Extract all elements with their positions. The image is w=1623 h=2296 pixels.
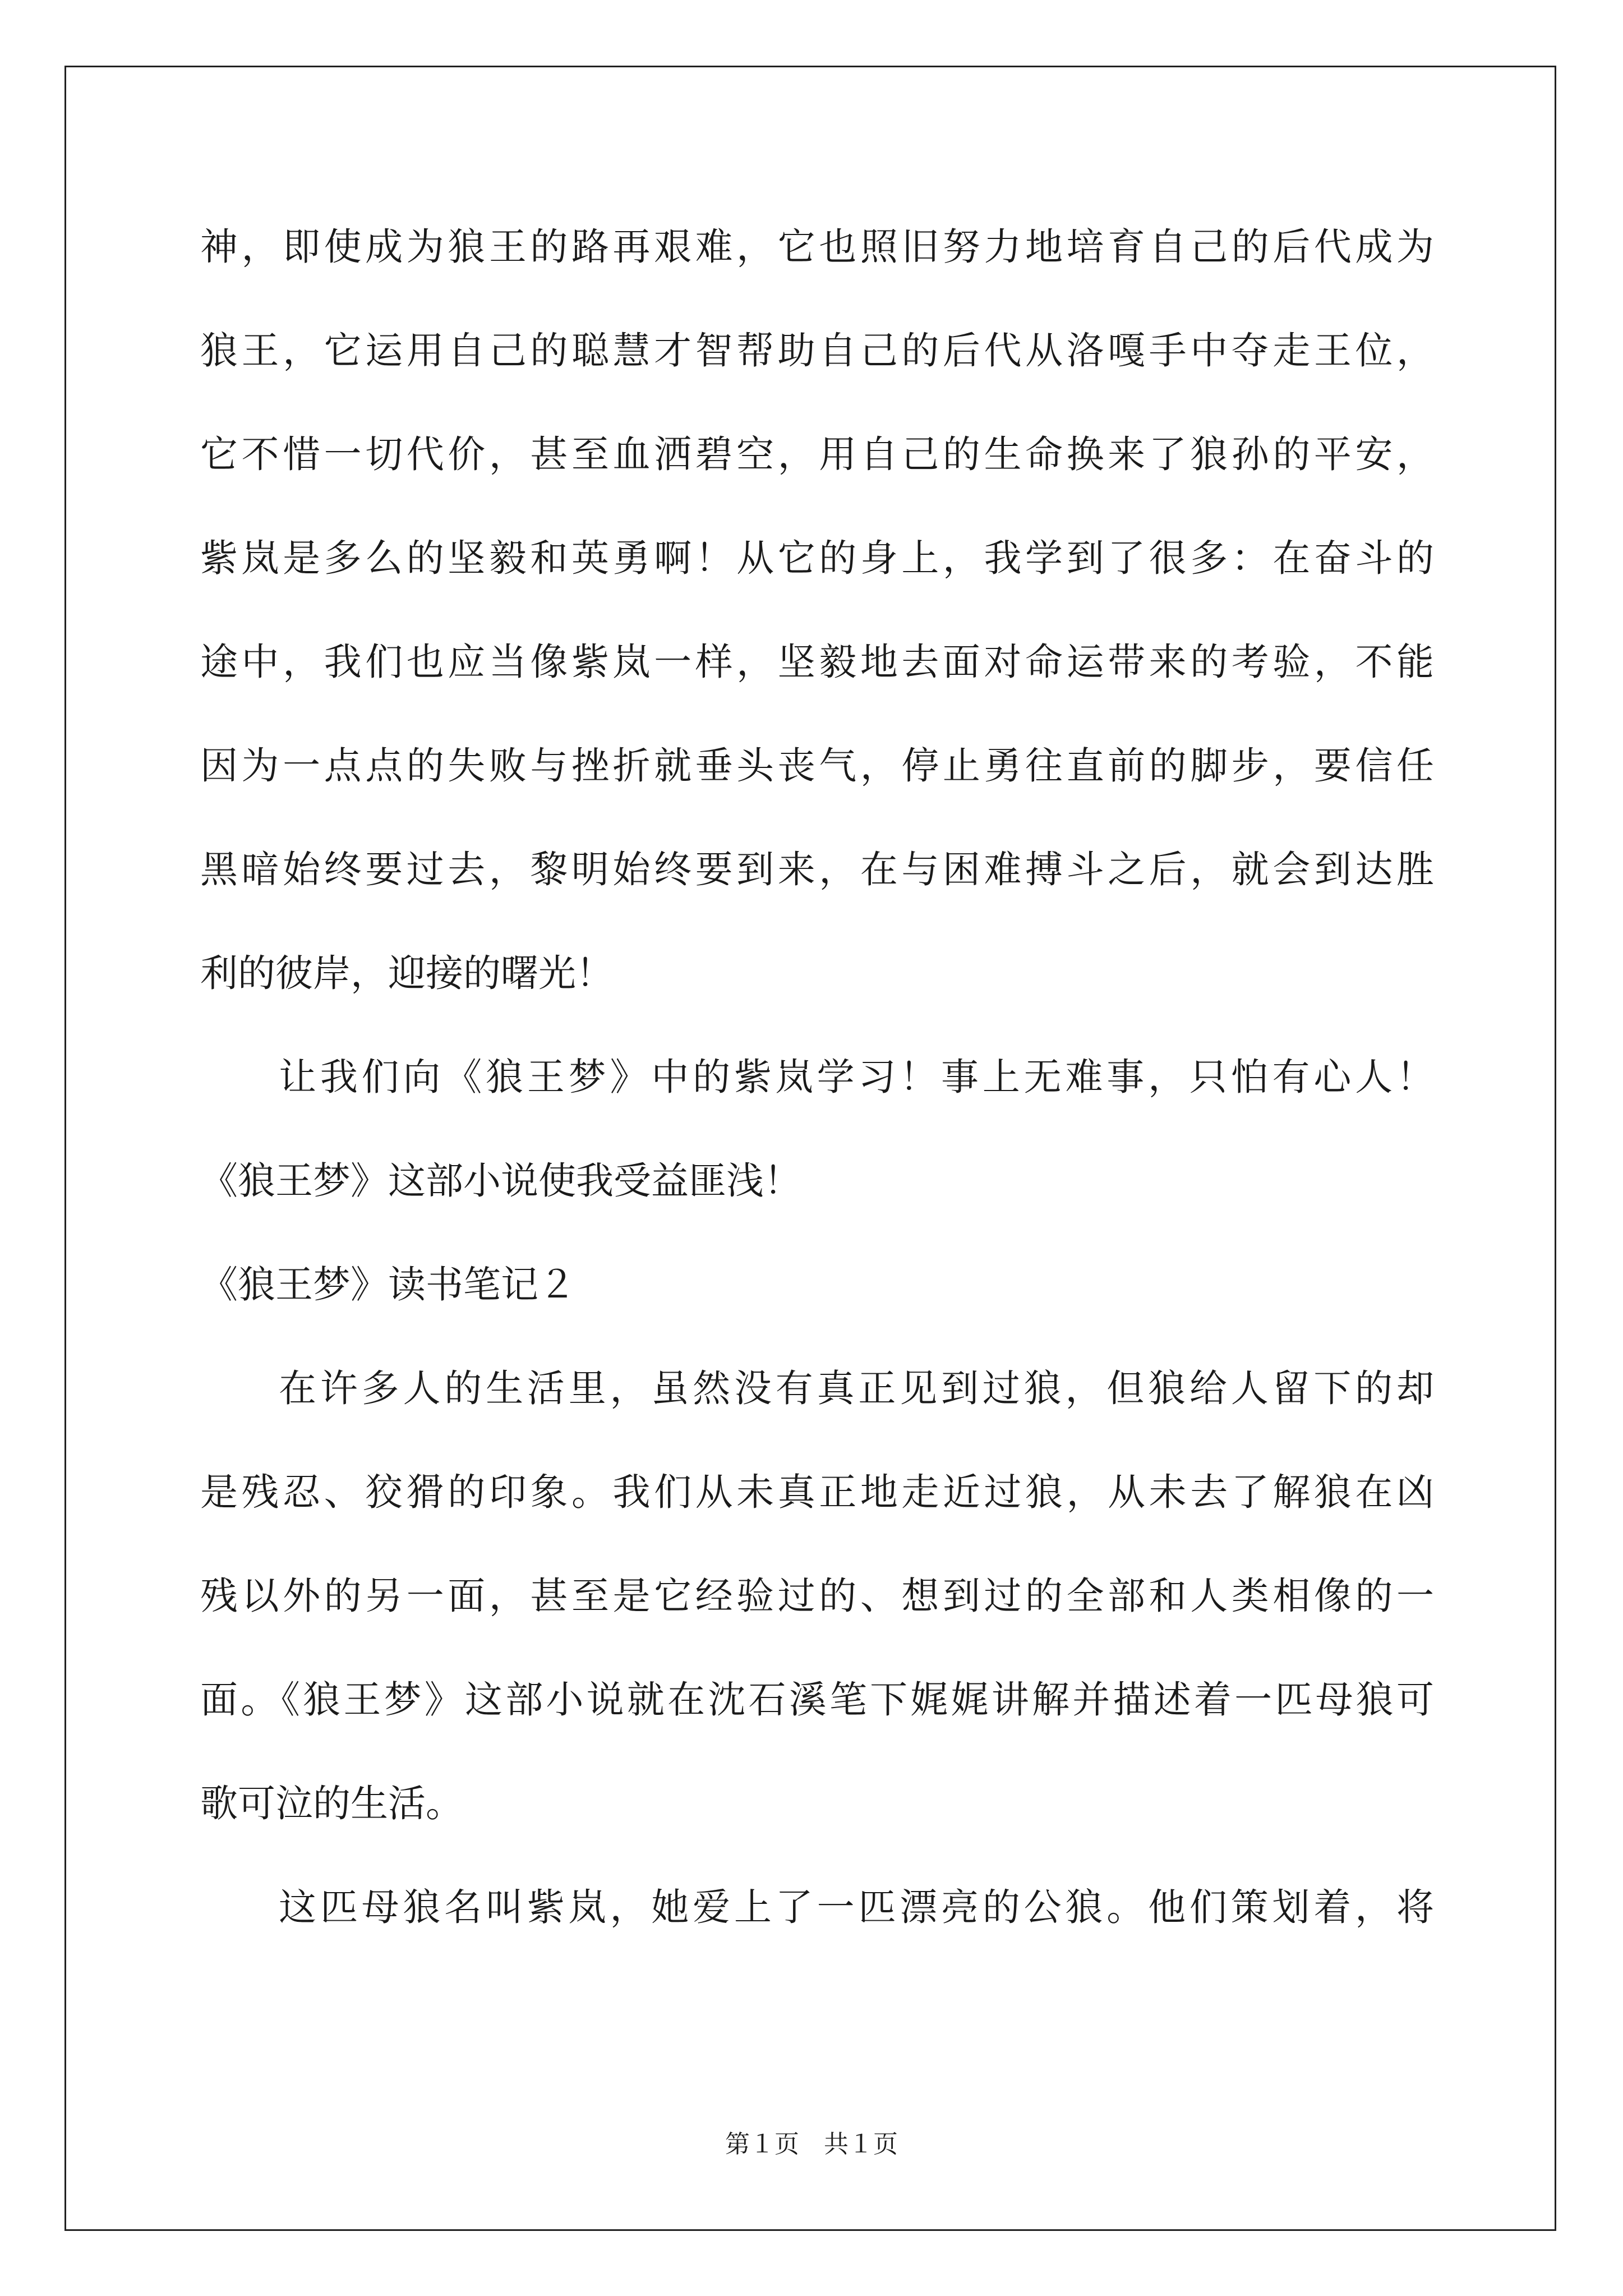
text-line: 在许多人的生活里，虽然没有真正见到过狼，但狼给人留下的却	[279, 1366, 1434, 1410]
text-line: 这匹母狼名叫紫岚，她爱上了一匹漂亮的公狼。他们策划着，将	[279, 1885, 1434, 1929]
text-line: 神，即使成为狼王的路再艰难，它也照旧努力地培育自己的后代成为	[200, 225, 1434, 269]
text-line: 它不惜一切代价，甚至血洒碧空，用自己的生命换来了狼孙的平安，	[200, 432, 1434, 476]
text-line: 是残忍、狡猾的印象。我们从未真正地走近过狼，从未去了解狼在凶	[200, 1470, 1434, 1514]
text-line: 紫岚是多么的坚毅和英勇啊！从它的身上，我学到了很多：在奋斗的	[200, 536, 1434, 580]
text-line: 途中，我们也应当像紫岚一样，坚毅地去面对命运带来的考验，不能	[200, 640, 1434, 684]
text-line: 歌可泣的生活。	[200, 1782, 463, 1825]
text-line: 利的彼岸，迎接的曙光！	[200, 951, 614, 995]
section-heading: 《狼王梦》读书笔记２	[200, 1263, 576, 1306]
text-line: 残以外的另一面，甚至是它经验过的、想到过的全部和人类相像的一	[200, 1574, 1434, 1618]
text-line: 黑暗始终要过去，黎明始终要到来，在与困难搏斗之后，就会到达胜	[200, 848, 1434, 891]
text-line: 因为一点点的失败与挫折就垂头丧气，停止勇往直前的脚步，要信任	[200, 744, 1434, 788]
text-line: 让我们向《狼王梦》中的紫岚学习！事上无难事，只怕有心人！	[279, 1055, 1434, 1099]
text-line: 面。《狼王梦》这部小说就在沈石溪笔下娓娓讲解并描述着一匹母狼可	[200, 1678, 1434, 1722]
text-line: 狼王，它运用自己的聪慧才智帮助自己的后代从洛嘎手中夺走王位，	[200, 329, 1434, 372]
page-number-footer: 第１页 共１页	[725, 2130, 898, 2159]
text-line: 《狼王梦》这部小说使我受益匪浅！	[200, 1159, 801, 1203]
